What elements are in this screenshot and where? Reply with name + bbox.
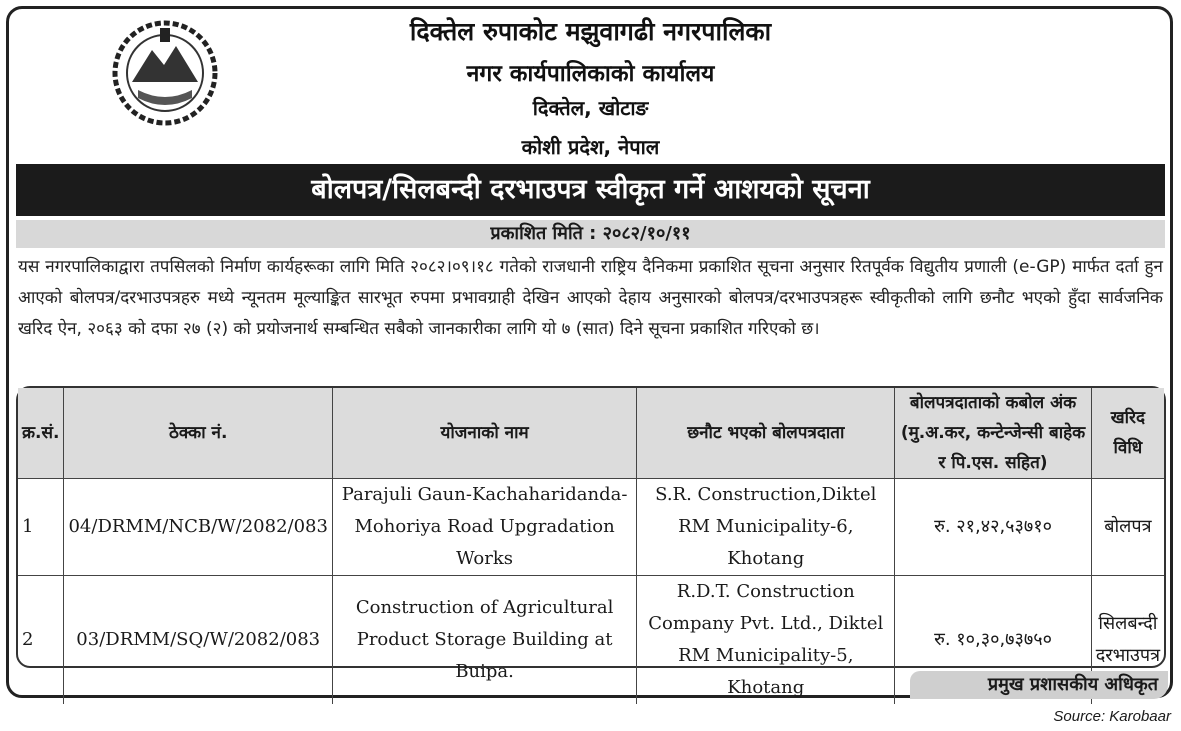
published-date: प्रकाशित मिति : २०८२/१०/११	[16, 220, 1165, 248]
serial: 2	[18, 576, 64, 705]
bidder: S.R. Construction,Diktel RM Municipality-6, Khotang	[637, 479, 895, 576]
signatory-title: प्रमुख प्रशासकीय अधिकृत	[910, 671, 1168, 699]
bid-amount: रु. २१,४२,५३७१०	[895, 479, 1091, 576]
bidder: R.D.T. Construction Company Pvt. Ltd., Diktel RM Municipality-5, Khotang	[637, 576, 895, 705]
procurement-method: बोलपत्र	[1091, 479, 1164, 576]
office-name: नगर कार्यपालिकाको कार्यालय	[466, 61, 715, 87]
contract-no: 03/DRMM/SQ/W/2082/083	[64, 576, 333, 705]
col-procurement-method: खरिद विधि	[1091, 388, 1164, 479]
notice-title: बोलपत्र/सिलबन्दी दरभाउपत्र स्वीकृत गर्ने आशयको सूचना	[16, 164, 1165, 216]
col-selected-bidder: छनौट भएको बोलपत्रदाता	[637, 388, 895, 479]
col-contract-no: ठेक्का नं.	[64, 388, 333, 479]
table-row	[18, 479, 1164, 576]
office-location: दिक्तेल, खोटाङ	[532, 96, 649, 120]
municipality-name: दिक्तेल रुपाकोट मझुवागढी नगरपालिका	[409, 17, 772, 46]
serial: 1	[18, 479, 64, 576]
notice-body: यस नगरपालिकाद्वारा तपसिलको निर्माण कार्यहरूका लागि मिति २०८२।०९।१८ गतेको राजधानी राष्ट्रिय दैनिकमा प्रकाशित सूचना अनुसार रितपूर्वक विद्युतीय प्रणाली (e-GP) मार्फत दर्ता हुन आएको बोलपत्र/दरभाउपत्रहरु मध्ये न्यूनतम मूल्याङ्कित सारभूत रुपमा प्रभावग्राही देखिन आएको देहाय अनुसारको बोलपत्र/दरभाउपत्रहरू स्वीकृतीको लागि छनौट भएको हुँदा सार्वजनिक खरिद ऐन, २०६३ को दफा २७ (२) को प्रयोजनार्थ सम्बन्धित सबैको जानकारीका लागि यो ७ (सात) दिने सूचना प्रकाशित गरिएको छ।	[18, 257, 1163, 339]
source-credit: Source: Karobaar	[1053, 708, 1171, 725]
col-serial: क्र.सं.	[18, 388, 64, 479]
project-name: Parajuli Gaun-Kachaharidanda-Mohoriya Road Upgradation Works	[332, 479, 636, 576]
col-bid-amount: बोलपत्रदाताको कबोल अंक (मु.अ.कर, कन्टेन्जेन्सी बाहेक र पि.एस. सहित)	[895, 388, 1091, 479]
col-project-name: योजनाको नाम	[332, 388, 636, 479]
province-country: कोशी प्रदेश, नेपाल	[521, 135, 660, 159]
contract-no: 04/DRMM/NCB/W/2082/083	[64, 479, 333, 576]
table-header-row	[18, 388, 1164, 479]
procurement-method: सिलबन्दी दरभाउपत्र	[1091, 576, 1164, 705]
bid-amount: रु. १०,३०,७३७५०	[895, 576, 1091, 705]
project-name: Construction of Agricultural Product Storage Building at Buipa.	[332, 576, 636, 705]
